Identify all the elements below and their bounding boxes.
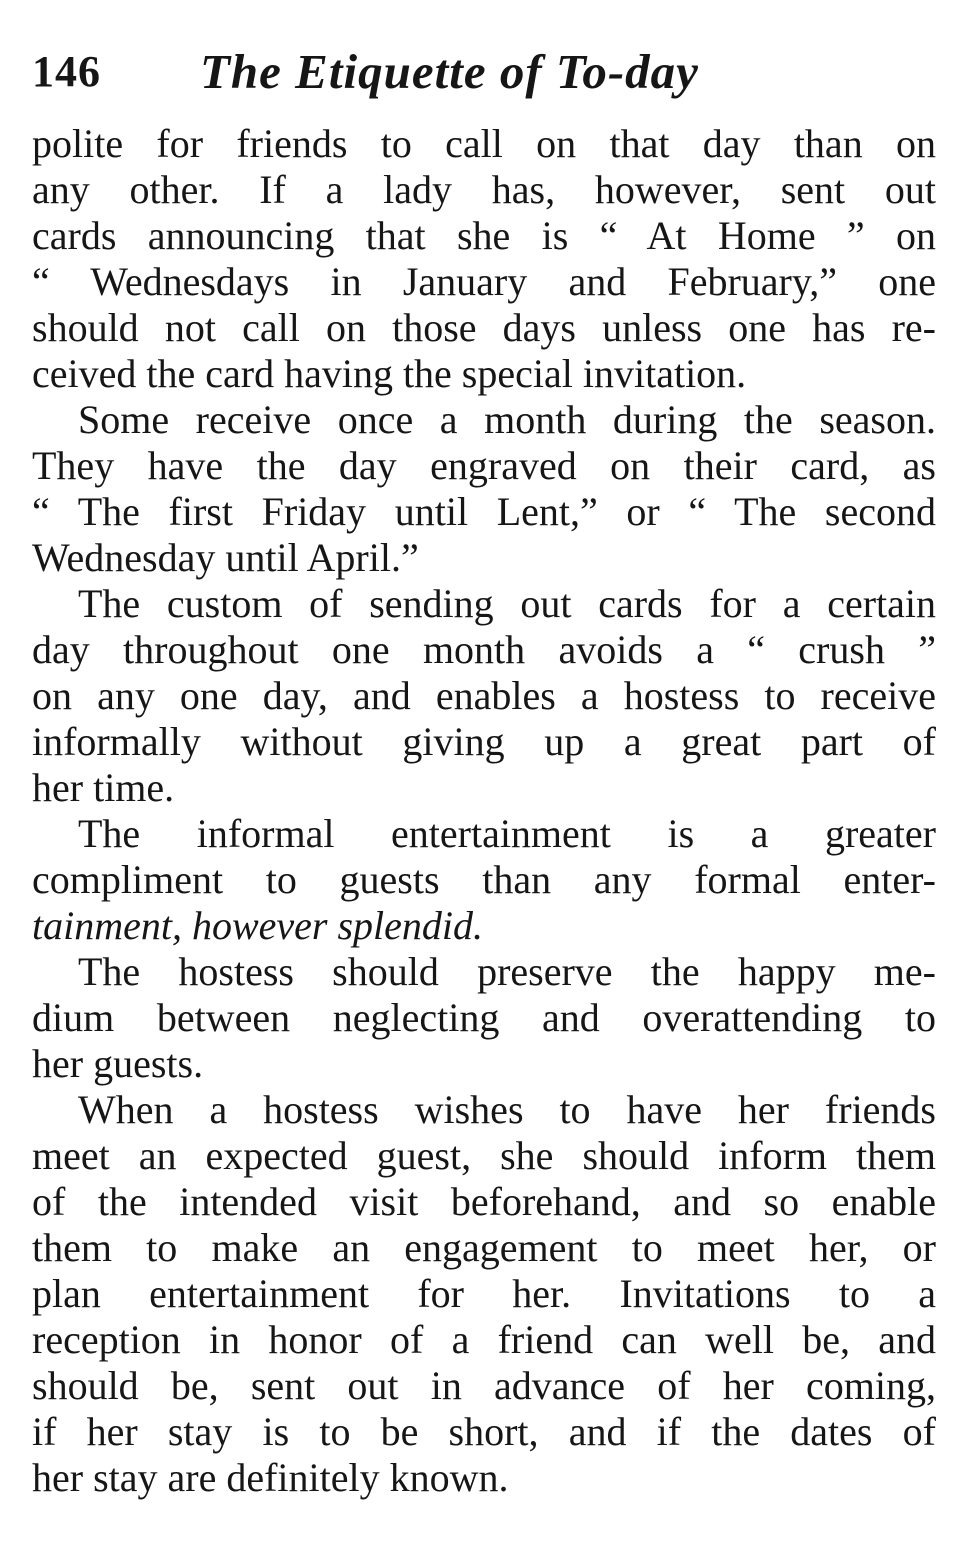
text-line: tainment, however splendid. (32, 903, 484, 948)
text-line: The informal entertainment is a greater (78, 811, 936, 856)
text-line: her guests. (32, 1041, 204, 1086)
text-line: meet an expected guest, she should inform them (32, 1133, 936, 1178)
text-line: compliment to guests than any formal enter- (32, 857, 936, 902)
text-line: her stay are definitely known. (32, 1455, 509, 1500)
text-line: of the intended visit beforehand, and so enable (32, 1179, 936, 1224)
text-line: informally without giving up a great part of (32, 719, 936, 764)
text-line: her time. (32, 765, 175, 810)
text-line: dium between neglecting and overattending to (32, 995, 936, 1040)
text-line: “ Wednesdays in January and February,” one (32, 259, 936, 304)
body-text (32, 121, 936, 1501)
page-number: 146 (32, 47, 101, 96)
text-line: on any one day, and enables a hostess to receive (32, 673, 936, 718)
text-line: cards announcing that she is “ At Home ” on (32, 213, 936, 258)
text-line: if her stay is to be short, and if the dates of (32, 1409, 936, 1454)
running-title: The Etiquette of To-day (200, 44, 699, 99)
text-line: ceived the card having the special invitation. (32, 351, 747, 396)
text-line: “ The first Friday until Lent,” or “ The second (32, 489, 936, 534)
page-header (32, 44, 932, 104)
text-line: The custom of sending out cards for a certain (78, 581, 936, 626)
text-line: plan entertainment for her. Invitations to a (32, 1271, 936, 1316)
text-line: Some receive once a month during the season. (78, 397, 936, 442)
text-line: When a hostess wishes to have her friends (78, 1087, 936, 1132)
text-line: polite for friends to call on that day than on (32, 121, 936, 166)
text-line: Wednesday until April.” (32, 535, 419, 580)
text-line: They have the day engraved on their card, as (32, 443, 936, 488)
text-line: The hostess should preserve the happy me- (78, 949, 936, 994)
text-line: should not call on those days unless one has re- (32, 305, 936, 350)
text-line: day throughout one month avoids a “ crush ” (32, 627, 936, 672)
text-line: them to make an engagement to meet her, or (32, 1225, 936, 1270)
text-line: any other. If a lady has, however, sent out (32, 167, 936, 212)
text-line: reception in honor of a friend can well be, and (32, 1317, 936, 1362)
text-line: should be, sent out in advance of her coming, (32, 1363, 936, 1408)
